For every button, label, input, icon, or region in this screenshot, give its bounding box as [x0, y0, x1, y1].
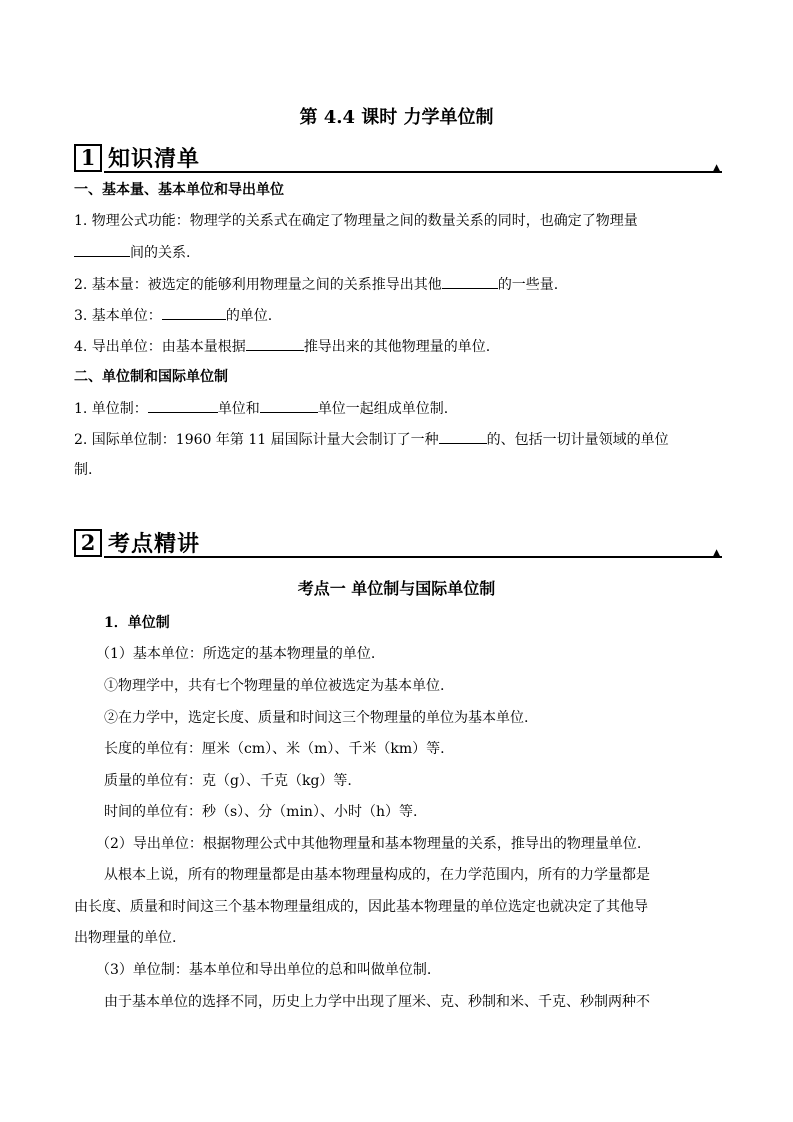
paragraph: 质量的单位有：克（g）、千克（kg）等. [104, 773, 352, 789]
paragraph: ①物理学中，共有七个物理量的单位被选定为基本单位. [104, 678, 445, 694]
paragraph-text: 的一些量. [497, 277, 559, 293]
paragraph: ②在力学中，选定长度、质量和时间这三个物理量的单位为基本单位. [104, 710, 529, 726]
fill-blank [74, 244, 130, 257]
paragraph-text: 3. 基本单位： [74, 308, 162, 324]
page-title: 第 4.4 课时 力学单位制 [299, 107, 494, 128]
paragraph: 长度的单位有：厘米（cm）、米（m）、千米（km）等. [104, 741, 445, 757]
paragraph-text: 的单位. [225, 308, 273, 324]
paragraph: 出物理量的单位. [74, 930, 177, 946]
paragraph-text: 的、包括一切计量领域的单位 [486, 432, 669, 448]
paragraph: 制. [74, 462, 93, 478]
paragraph [74, 307, 272, 324]
section-header-knowledge [74, 143, 722, 173]
paragraph: 1. 物理公式功能：物理学的关系式在确定了物理量之间的数量关系的同时，也确定了物理量 [74, 213, 638, 229]
section-number-badge: 1 [74, 144, 102, 172]
paragraph: （1）基本单位：所选定的基本物理量的单位. [96, 646, 376, 662]
paragraph-text: 单位和 [217, 401, 260, 417]
paragraph-text: 1. 单位制： [74, 401, 148, 417]
triangle-marker-icon: ▲ [713, 163, 720, 173]
subheading: 1．单位制 [104, 615, 170, 631]
paragraph [74, 400, 448, 417]
paragraph: 从根本上说，所有的物理量都是由基本物理量构成的，在力学范围内，所有的力学量都是 [104, 867, 650, 883]
fill-blank [148, 400, 218, 413]
section-header-key-points [74, 528, 722, 558]
point-title: 考点一 单位制与国际单位制 [297, 579, 496, 598]
fill-blank [260, 400, 318, 413]
paragraph-text: 单位一起组成单位制. [317, 401, 449, 417]
subheading: 一、基本量、基本单位和导出单位 [74, 182, 284, 198]
paragraph: （2）导出单位：根据物理公式中其他物理量和基本物理量的关系，推导出的物理量单位. [96, 836, 642, 852]
fill-blank [246, 338, 304, 351]
paragraph [74, 276, 558, 293]
paragraph-text: 4. 导出单位：由基本量根据 [74, 339, 246, 355]
paragraph: 时间的单位有：秒（s）、分（min）、小时（h）等. [104, 804, 418, 820]
paragraph: 由于基本单位的选择不同，历史上力学中出现了厘米、克、秒制和米、千克、秒制两种不 [104, 994, 650, 1010]
paragraph-text: 2. 国际单位制：1960 年第 11 届国际计量大会制订了一种 [74, 432, 439, 448]
fill-blank [442, 276, 498, 289]
fill-blank [162, 307, 226, 320]
fill-blank [439, 431, 487, 444]
section-title: 考点精讲 [108, 531, 201, 557]
paragraph-text: 2. 基本量：被选定的能够利用物理量之间的关系推导出其他 [74, 277, 442, 293]
paragraph [74, 244, 190, 261]
paragraph [74, 338, 490, 355]
section-number-badge: 2 [74, 529, 102, 557]
section-rule [104, 556, 722, 558]
subheading: 二、单位制和国际单位制 [74, 369, 228, 385]
paragraph-text: 推导出来的其他物理量的单位. [303, 339, 491, 355]
paragraph: （3）单位制：基本单位和导出单位的总和叫做单位制. [96, 962, 432, 978]
paragraph-text: 间的关系. [130, 245, 191, 261]
paragraph [74, 431, 669, 448]
paragraph: 由长度、质量和时间这三个基本物理量组成的，因此基本物理量的单位选定也就决定了其他导 [74, 899, 648, 915]
section-rule [104, 171, 722, 173]
triangle-marker-icon: ▲ [713, 548, 720, 558]
section-title: 知识清单 [108, 146, 201, 172]
